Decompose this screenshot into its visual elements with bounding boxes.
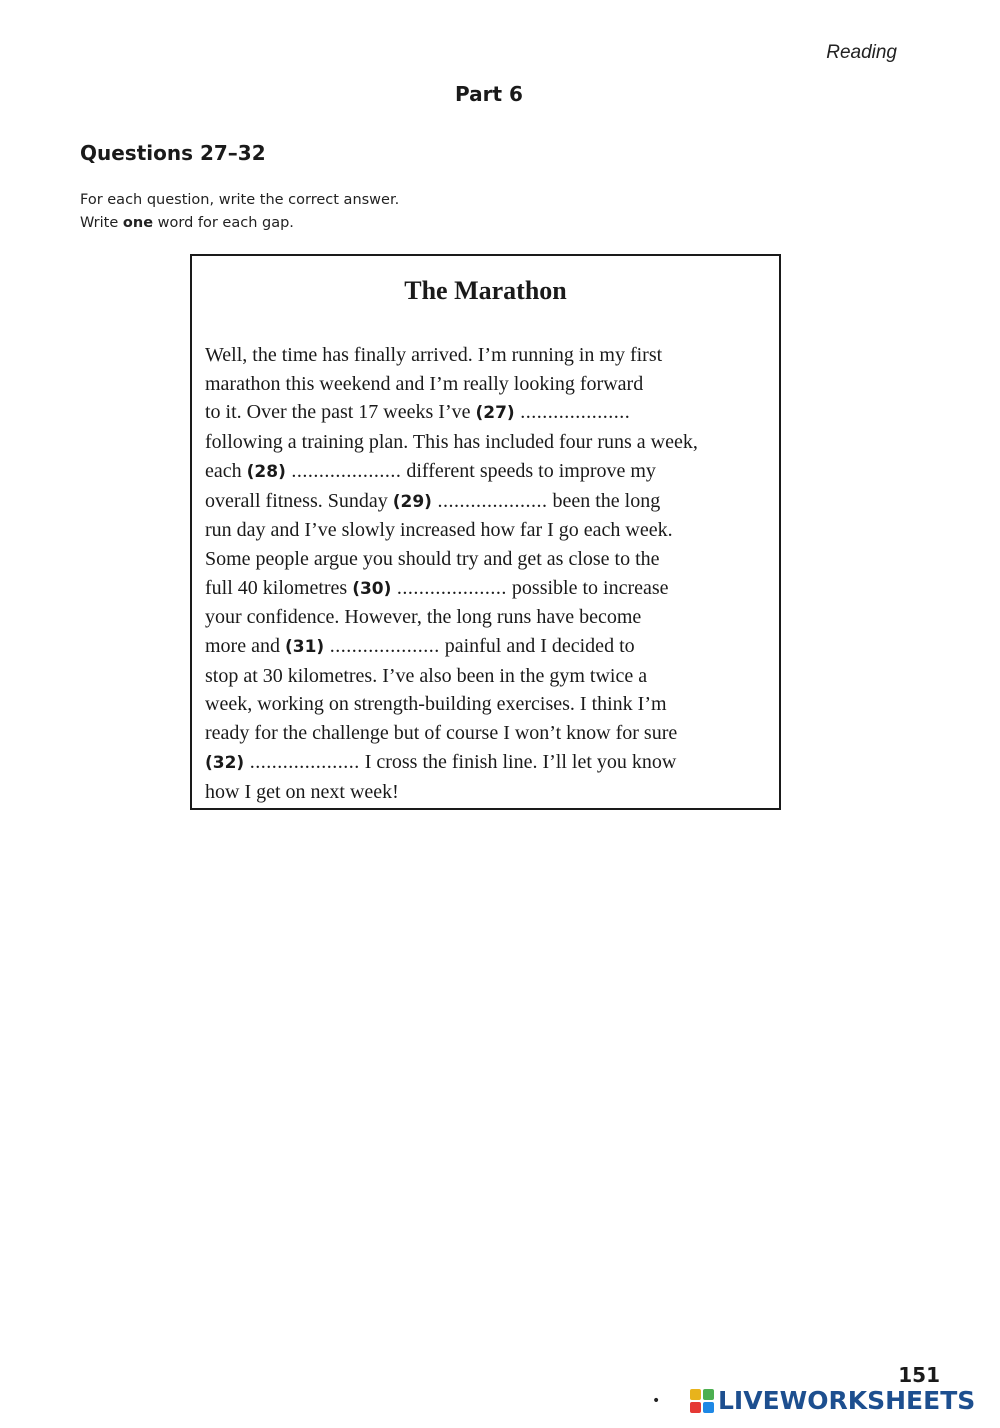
line-text: marathon this weekend and I’m really looking forward: [205, 372, 644, 395]
passage-line: [205, 662, 775, 691]
gap-number: (29): [392, 491, 432, 512]
instruction-post: word for each gap.: [153, 215, 294, 231]
logo-text: LIVEWORKSHEETS: [718, 1386, 976, 1415]
instructions: [80, 189, 399, 235]
gap-number: (28): [246, 461, 286, 482]
gap-dots: ....................: [431, 489, 548, 512]
passage-line: [205, 574, 775, 604]
line-text: stop at 30 kilometres. I’ve also been in the gym twice a: [205, 664, 648, 687]
line-text-after: possible to increase: [506, 576, 669, 599]
line-text: how I get on next week!: [205, 780, 399, 803]
gap-number: (30): [352, 578, 392, 599]
line-text: run day and I’ve slowly increased how far I go each week.: [205, 519, 673, 542]
line-text: full 40 kilometres: [205, 576, 353, 599]
logo-square: [703, 1389, 714, 1400]
passage-line: [205, 719, 775, 748]
passage-line: [205, 341, 775, 370]
section-label: Reading: [826, 42, 897, 63]
logo-square: [690, 1389, 701, 1400]
line-text-after: been the long: [547, 489, 661, 512]
passage-line: [205, 545, 775, 574]
passage-line: [205, 516, 775, 545]
passage-line: [205, 603, 775, 632]
line-text: Some people argue you should try and get as close to the: [205, 547, 660, 570]
page-number: 151: [898, 1363, 940, 1387]
footer-dot: •: [652, 1393, 661, 1409]
gap-number: (27): [475, 403, 515, 424]
gap-dots: ....................: [244, 750, 360, 773]
passage-line: [205, 428, 775, 457]
passage-box: [190, 254, 781, 810]
line-text: Well, the time has finally arrived. I’m running in my first: [205, 344, 663, 366]
passage-line: [205, 690, 775, 719]
passage-line: [205, 370, 775, 399]
passage-line: [205, 632, 775, 662]
logo-square: [690, 1402, 701, 1413]
line-text: more and: [205, 635, 285, 658]
gap-dots: ....................: [391, 576, 507, 599]
instruction-pre: Write: [80, 215, 123, 231]
line-text-after: different speeds to improve my: [401, 459, 656, 482]
passage-title: The Marathon: [404, 276, 567, 305]
passage-text: [205, 341, 775, 806]
line-text: following a training plan. This has included four runs a week,: [205, 431, 698, 454]
logo-grid-icon: [690, 1389, 714, 1413]
gap-dots: ....................: [514, 401, 631, 424]
gap-dots: ....................: [324, 635, 440, 658]
logo-square: [703, 1402, 714, 1413]
line-text-after: I cross the finish line. I’ll let you know: [359, 750, 677, 773]
passage-line: [205, 748, 775, 778]
line-text: to it. Over the past 17 weeks I’ve: [205, 401, 476, 424]
passage-line: [205, 398, 775, 428]
line-text: your confidence. However, the long runs have become: [205, 606, 642, 629]
line-text: each: [205, 459, 247, 482]
passage-line: [205, 487, 775, 517]
line-text-after: painful and I decided to: [439, 635, 635, 658]
passage-line: [205, 457, 775, 487]
questions-title: Questions 27–32: [80, 141, 266, 165]
passage-line: [205, 778, 775, 807]
liveworksheets-logo: [690, 1386, 975, 1415]
line-text: overall fitness. Sunday: [205, 489, 393, 512]
gap-dots: ....................: [285, 459, 402, 482]
instruction-line-1: For each question, write the correct answer.: [80, 192, 400, 208]
instruction-bold: one: [122, 215, 154, 231]
line-text: ready for the challenge but of course I won’t know for sure: [205, 722, 678, 745]
instruction-line-2: [80, 212, 399, 235]
gap-number: (31): [284, 637, 325, 658]
gap-number: (32): [205, 752, 245, 773]
part-title: Part 6: [455, 82, 523, 106]
line-text: week, working on strength-building exercises. I think I’m: [205, 693, 667, 716]
